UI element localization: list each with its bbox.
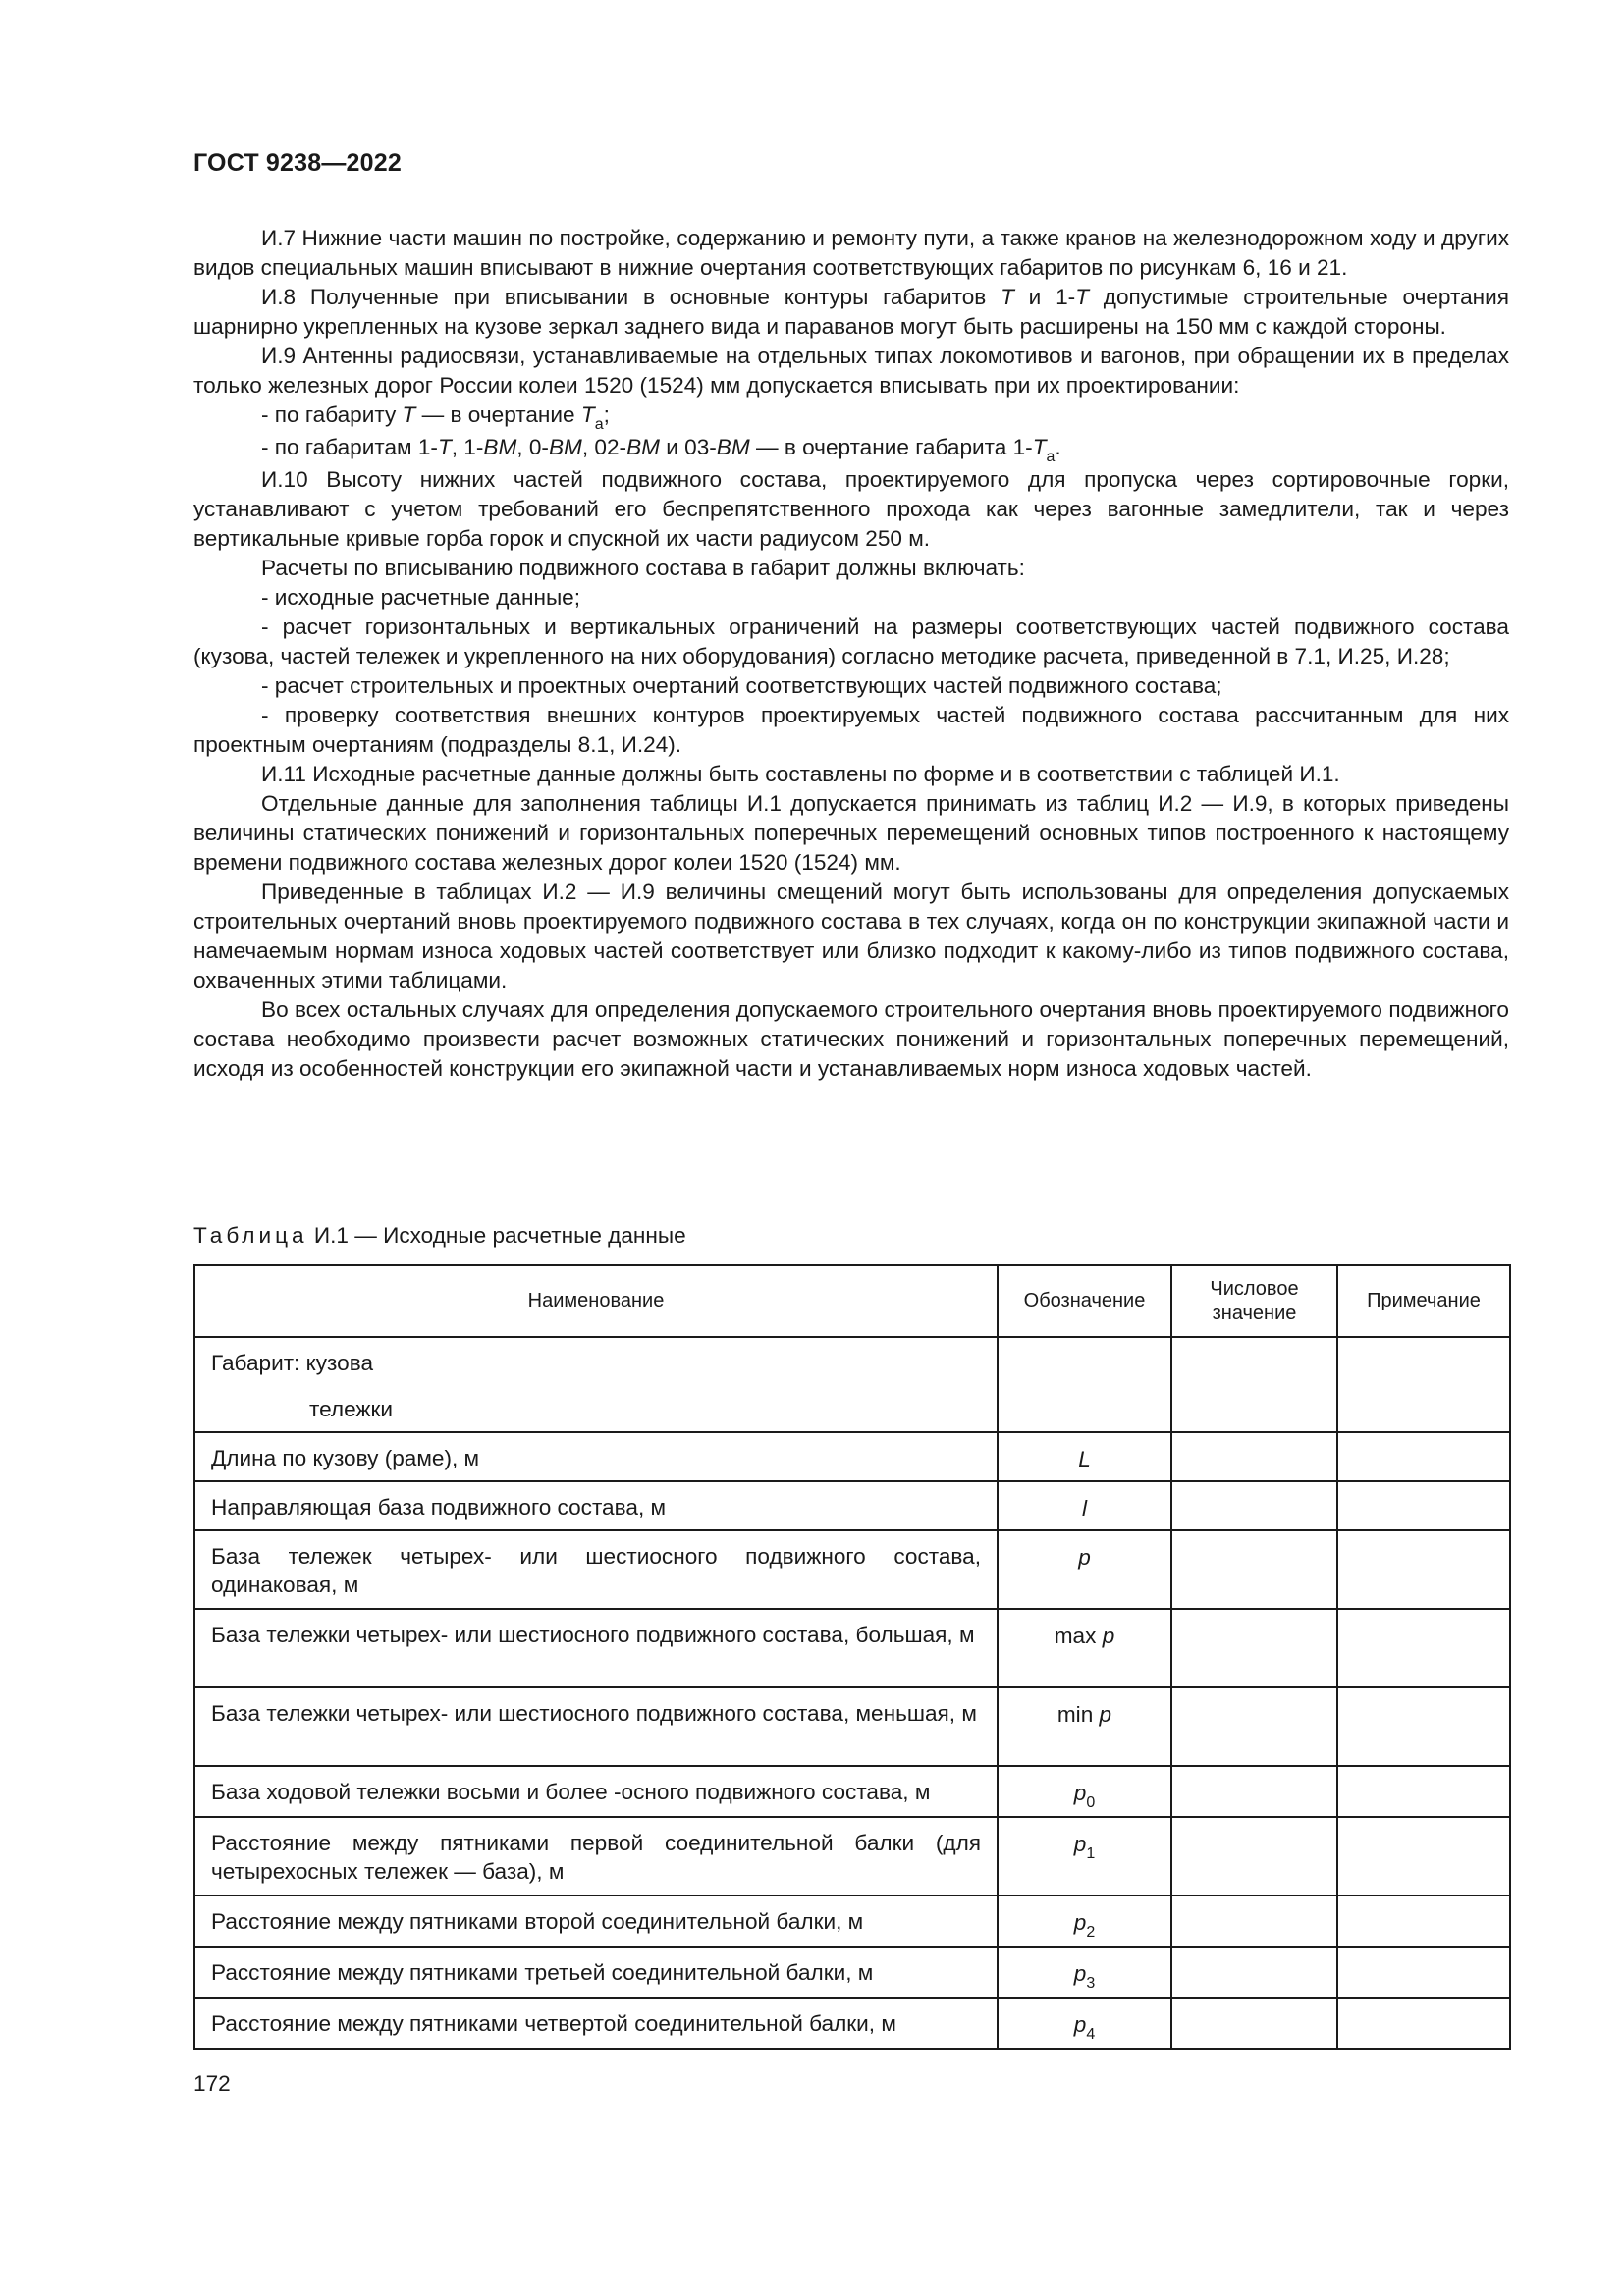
row-note [1337, 1687, 1510, 1766]
paragraph-other-cases: Во всех остальных случаях для определения допускаемого строительного очертания вновь проектируемого подвижного состава необходимо произвести расчет возможных статических понижений и горизонтальных поперечных перемещений, исходя из особенностей конструкции его экипажной части и устанавливаемых норм износа ходовых частей. [193, 997, 1509, 1081]
body-text [193, 224, 1509, 1084]
row-symbol: $p_3$ [998, 1947, 1171, 1998]
table-row [194, 1766, 1510, 1817]
row-value [1171, 1687, 1337, 1766]
row-value [1171, 1947, 1337, 1998]
document-header: ГОСТ 9238—2022 [193, 149, 402, 177]
list-item-gabarit-t: - по габариту Т — в очертание $Т_а$; [261, 402, 610, 433]
table-row [194, 1947, 1510, 1998]
paragraph-displacements: Приведенные в таблицах И.2 — И.9 величины смещений могут быть использованы для определения допускаемых строительных очертаний вновь проектируемого подвижного состава в тех случаях, когда он по конструкции экипажной части и намечаемым нормам износа ходовых частей соответствует или близко подходит к какому-либо из типов подвижного состава, охваченных этими таблицами. [193, 880, 1509, 992]
header-value: Числовое значение [1171, 1265, 1337, 1337]
row-name: Расстояние между пятниками третьей соединительной балки, м [194, 1947, 998, 1998]
paragraph-i11: И.11 Исходные расчетные данные должны быть составлены по форме и в соответствии с таблицей И.1. [261, 762, 1340, 786]
row-note [1337, 1432, 1510, 1481]
row-name: База тележки четырех- или шестиосного подвижного состава, меньшая, м [194, 1687, 998, 1766]
row-note [1337, 1530, 1510, 1609]
row-note [1337, 1817, 1510, 1896]
row-note [1337, 1609, 1510, 1687]
row-symbol: $p_1$ [998, 1817, 1171, 1896]
row-symbol: $p_4$ [998, 1998, 1171, 2049]
row-value [1171, 1530, 1337, 1609]
table-row [194, 1817, 1510, 1896]
row-note [1337, 1481, 1510, 1530]
list-item-contour-check: - проверку соответствия внешних контуров проектируемых частей подвижного состава рассчитанным для них проектным очертаниям (подразделы 8.1, И.24). [193, 703, 1509, 757]
row-name: Расстояние между пятниками второй соединительной балки, м [194, 1896, 998, 1947]
header-name: Наименование [194, 1265, 998, 1337]
list-item-gabarit-1t: - по габаритам 1-Т, 1-ВМ, 0-ВМ, 02-ВМ и 03-ВМ — в очертание габарита $1-Т_а$. [261, 435, 1061, 465]
paragraph-i7: И.7 Нижние части машин по постройке, содержанию и ремонту пути, а также кранов на железнодорожном ходу и других видов специальных машин вписывают в нижние очертания соответствующих габаритов по рисункам 6, 16 и 21. [193, 226, 1509, 280]
row-symbol [998, 1337, 1171, 1432]
row-value [1171, 1998, 1337, 2049]
row-name: Расстояние между пятниками первой соединительной балки (для четырехосных тележек — база), м [194, 1817, 998, 1896]
row-symbol: $p_0$ [998, 1766, 1171, 1817]
row-note [1337, 1998, 1510, 2049]
row-symbol: p [998, 1530, 1171, 1609]
row-value [1171, 1432, 1337, 1481]
row-name: Расстояние между пятниками четвертой соединительной балки, м [194, 1998, 998, 2049]
row-note [1337, 1896, 1510, 1947]
list-item-outlines-calc: - расчет строительных и проектных очертаний соответствующих частей подвижного состава; [261, 673, 1222, 698]
table-row [194, 1687, 1510, 1766]
table-caption: Таблица И.1 — Исходные расчетные данные [193, 1223, 686, 1248]
row-name: База тележек четырех- или шестиосного подвижного состава, одинаковая, м [194, 1530, 998, 1609]
paragraph-i8: И.8 Полученные при вписывании в основные контуры габаритов Т и 1-Т допустимые строительные очертания шарнирно укрепленных на кузове зеркал заднего вида и параванов могут быть расширены на 150 мм с каждой стороны. [193, 285, 1509, 339]
paragraph-calc-intro: Расчеты по вписыванию подвижного состава в габарит должны включать: [261, 556, 1025, 580]
list-item-initial-data: - исходные расчетные данные; [261, 585, 581, 610]
row-value [1171, 1609, 1337, 1687]
row-name: База тележки четырех- или шестиосного подвижного состава, большая, м [194, 1609, 998, 1687]
table-row [194, 1337, 1510, 1432]
paragraph-i10: И.10 Высоту нижних частей подвижного состава, проектируемого для пропуска через сортировочные горки, устанавливают с учетом требований его беспрепятственного прохода как через вагонные замедлители, так и через вертикальные кривые горба горок и спускной их части радиусом 250 м. [193, 467, 1509, 551]
header-symbol: Обозначение [998, 1265, 1171, 1337]
page-number: 172 [193, 2071, 231, 2096]
row-value [1171, 1337, 1337, 1432]
table-row [194, 1609, 1510, 1687]
table-row [194, 1530, 1510, 1609]
row-name: Длина по кузову (раме), м [194, 1432, 998, 1481]
row-value [1171, 1481, 1337, 1530]
table-row [194, 1432, 1510, 1481]
header-note: Примечание [1337, 1265, 1510, 1337]
row-name: Направляющая база подвижного состава, м [194, 1481, 998, 1530]
list-item-limits-calc: - расчет горизонтальных и вертикальных ограничений на размеры соответствующих частей подвижного состава (кузова, частей тележек и укрепленного на них оборудования) согласно методике расчета, приведенной в 7.1, И.25, И.28; [193, 614, 1509, 668]
row-note [1337, 1766, 1510, 1817]
row-name: Габарит: кузова тележки [194, 1337, 998, 1432]
row-value [1171, 1896, 1337, 1947]
row-value [1171, 1817, 1337, 1896]
initial-data-table [193, 1264, 1511, 2050]
row-note [1337, 1337, 1510, 1432]
row-symbol: l [998, 1481, 1171, 1530]
row-symbol: max p [998, 1609, 1171, 1687]
row-symbol: L [998, 1432, 1171, 1481]
table-row [194, 1481, 1510, 1530]
row-symbol: min p [998, 1687, 1171, 1766]
paragraph-i9: И.9 Антенны радиосвязи, устанавливаемые на отдельных типах локомотивов и вагонов, при обращении их в пределах только железных дорог России колеи 1520 (1524) мм допускается вписывать при их проектировании: [193, 344, 1509, 398]
row-name: База ходовой тележки восьми и более -осного подвижного состава, м [194, 1766, 998, 1817]
paragraph-table-data: Отдельные данные для заполнения таблицы И.1 допускается принимать из таблиц И.2 — И.9, в которых приведены величины статических понижений и горизонтальных поперечных перемещений основных типов построенного к настоящему времени подвижного состава железных дорог колеи 1520 (1524) мм. [193, 791, 1509, 875]
table-header-row [194, 1265, 1510, 1337]
row-note [1337, 1947, 1510, 1998]
row-value [1171, 1766, 1337, 1817]
table-row [194, 1998, 1510, 2049]
row-symbol: $p_2$ [998, 1896, 1171, 1947]
table-row [194, 1896, 1510, 1947]
